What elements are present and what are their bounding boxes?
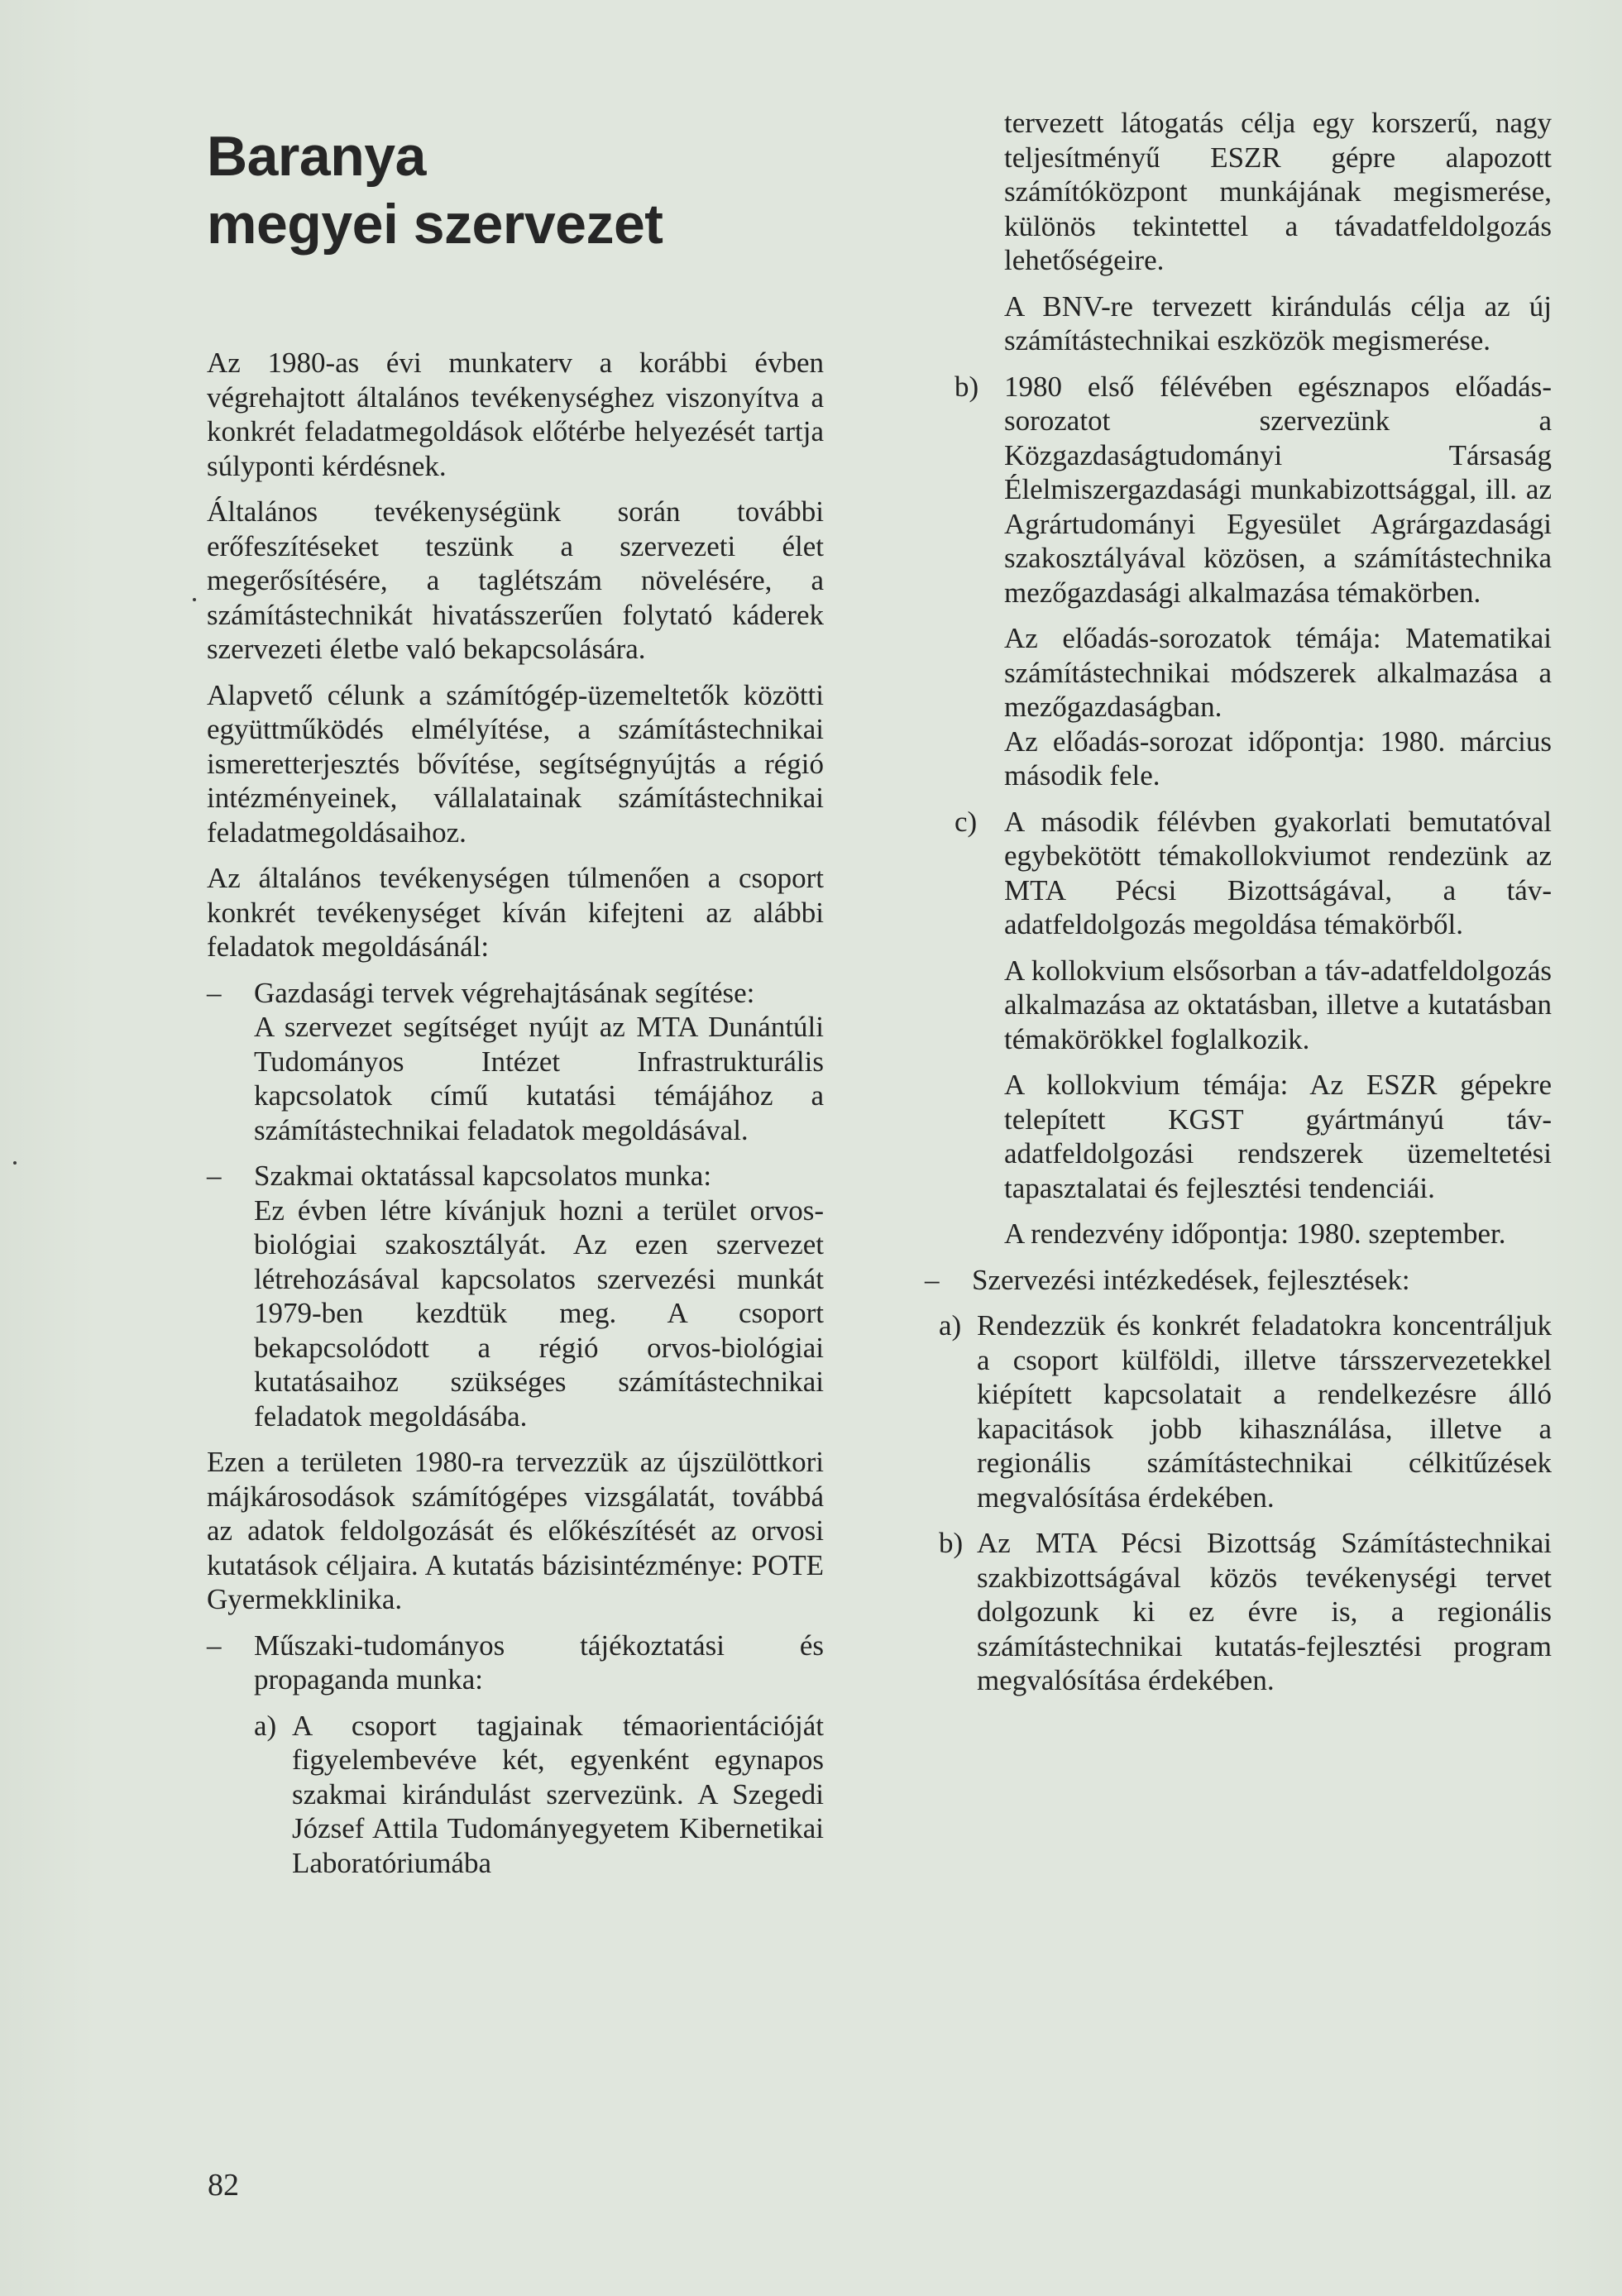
sub-item-body: A második félévben gyakorlati bemutatóval egybekötött témakollokviumot rendezünk az MTA Pécsi Bizottságával, a táv-adatfeldolgozás megoldása témakörből. bbox=[1004, 805, 1552, 940]
sub-item-b-lectures bbox=[955, 370, 1552, 793]
dash-marker: – bbox=[925, 1263, 940, 1296]
list-item-body: Ez évben létre kívánjuk hozni a terület orvos-biológiai szakosztályát. Az ezen szervezet létrehozásával kapcsolatos szervezési munkát 1979-ben kezdtük meg. A csoport bekapcsolódott a régió orvos-biológiai kutatásaihoz szükséges számítástechnikai feladatok megoldásába. bbox=[254, 1193, 824, 1433]
list-item-heading: Műszaki-tudományos tájékoztatási és propaganda munka: bbox=[254, 1629, 824, 1696]
paragraph-research-plan: Ezen a területen 1980-ra tervezzük az újszülöttkori májkárosodások számítógépes vizsgálatát, továbbá az adatok feldolgozását és előkészítését az orvosi kutatások céljaira. A kutatás bázisintézménye: POTE Gyermekklinika. bbox=[207, 1446, 824, 1615]
title-line-1: Baranya bbox=[207, 125, 426, 188]
sub-item-marker: a) bbox=[254, 1709, 277, 1742]
sub-item-body: Az MTA Pécsi Bizottság Számítástechnikai szakbizottságával közös tevékenységi tervet dolgozunk ki ez évre is, a regionális számítástechnikai kutatás-fejlesztési program megvalósítása érdekében. bbox=[977, 1527, 1552, 1696]
page-number: 82 bbox=[208, 2168, 239, 2203]
right-column bbox=[925, 106, 1552, 1710]
article-title bbox=[207, 122, 663, 258]
title-line-2: megyei szervezet bbox=[207, 193, 663, 256]
sub-item-focus: A kollokvium elsősorban a táv-adatfeldolgozás alkalmazása az oktatásban, illetve a kutatásban témakörökkel foglalkozik. bbox=[1004, 954, 1552, 1055]
print-speck bbox=[13, 1161, 17, 1165]
paragraph-general-activity: Általános tevékenységünk során további erőfeszítéseket teszünk a szervezeti élet megerősítésére, a taglétszám növelésére, a számítástechnikát hivatásszerűen folytató káderek szervezeti életbe való bekapcsolására. bbox=[207, 495, 824, 665]
dash-marker: – bbox=[207, 1160, 222, 1192]
paragraph-visit-goal: tervezett látogatás célja egy korszerű, nagy teljesítményű ESZR gépre alapozott számítóközpont munkájának megismerése, különös tekintettel a távadatfeldolgozás lehetőségeire. bbox=[1004, 107, 1552, 276]
list-item-organizational-measures bbox=[925, 1263, 1552, 1698]
list-item-heading: Szervezési intézkedések, fejlesztések: bbox=[972, 1263, 1410, 1296]
paragraph-bnv-trip: A BNV-re tervezett kirándulás célja az új számítástechnikai eszközök megismerése. bbox=[1004, 289, 1552, 356]
sub-item-marker: b) bbox=[955, 370, 979, 403]
list-item-body: A szervezet segítséget nyújt az MTA Dunántúli Tudományos Intézet Infrastrukturális kapcsolatok című kutatási témájához a számítástechnikai feladatok megoldásával. bbox=[254, 1011, 824, 1146]
list-item-heading: Szakmai oktatással kapcsolatos munka: bbox=[254, 1160, 712, 1192]
sub-item-date: Az előadás-sorozat időpontja: 1980. március második fele. bbox=[1004, 725, 1552, 792]
list-item-economic-plans bbox=[207, 976, 824, 1148]
sub-item-date: A rendezvény időpontja: 1980. szeptember. bbox=[1004, 1217, 1506, 1250]
paragraph-intro: Az 1980-as évi munkaterv a korábbi évben végrehajtott általános tevékenységhez viszonyítva a konkrét feladatmegoldások előtérbe helyezését tartja súlyponti kérdésnek. bbox=[207, 347, 824, 482]
sub-item-marker: a) bbox=[939, 1309, 962, 1342]
left-column bbox=[207, 346, 824, 1892]
list-item-heading: Gazdasági tervek végrehajtásának segítése: bbox=[254, 976, 755, 1009]
sub-item-marker: c) bbox=[955, 805, 978, 838]
dash-marker: – bbox=[207, 976, 222, 1009]
dash-marker: – bbox=[207, 1629, 222, 1662]
sub-item-marker: b) bbox=[939, 1527, 964, 1559]
sub-item-a bbox=[254, 1709, 824, 1881]
sub-item-topic: Az előadás-sorozatok témája: Matematikai számítástechnikai módszerek alkalmazása a mezőgazdaságban. bbox=[1004, 622, 1552, 723]
paragraph-basic-goal: Alapvető célunk a számítógép-üzemeltetők közötti együttműködés elmélyítése, a számítástechnikai ismeretterjesztés bővítése, segítségnyújtás a régió intézményeinek, vállalatainak számítástechnikai feladatmegoldásaihoz. bbox=[207, 678, 824, 849]
paragraph-tasks-intro: Az általános tevékenységen túlmenően a csoport konkrét tevékenységet kíván kifejteni az alábbi feladatok megoldásánál: bbox=[207, 862, 824, 963]
sub-item-body: Rendezzük és konkrét feladatokra koncentráljuk a csoport külföldi, illetve társszervezetekkel kiépített kapcsolatait a rendelkezésre álló kapacitások jobb kihasználása, illetve a regionális számítástechnikai célkitűzések megvalósítása érdekében. bbox=[977, 1309, 1552, 1514]
print-speck bbox=[193, 598, 196, 601]
sub-item-body: 1980 első félévében egésznapos előadás-sorozatot szervezünk a Közgazdaságtudományi Társaság Élelmiszergazdasági munkabizottsággal, ill. az Agrártudományi Egyesület Agrárgazdasági szakosztályával közösen, a számítástechnika mezőgazdasági alkalmazása témakörben. bbox=[1004, 370, 1552, 609]
sub-item-topic: A kollokvium témája: Az ESZR gépekre telepített KGST gyártmányú táv-adatfeldolgozási rendszerek üzemeltetési tapasztalatai és fejlesztési tendenciái. bbox=[1004, 1069, 1552, 1204]
sub-item-c-colloquium bbox=[955, 805, 1552, 1251]
sub-item-b-committee bbox=[939, 1526, 1552, 1698]
list-item-technical-information bbox=[207, 1629, 824, 1881]
sub-item-body: A csoport tagjainak témaorientációját figyelembevéve két, egyenként egynapos szakmai kirándulást szervezünk. A Szegedi József Attila Tudományegyetem Kibernetikai Laboratóriumába bbox=[292, 1709, 824, 1879]
sub-item-a-relations bbox=[939, 1308, 1552, 1514]
list-item-professional-education bbox=[207, 1159, 824, 1433]
